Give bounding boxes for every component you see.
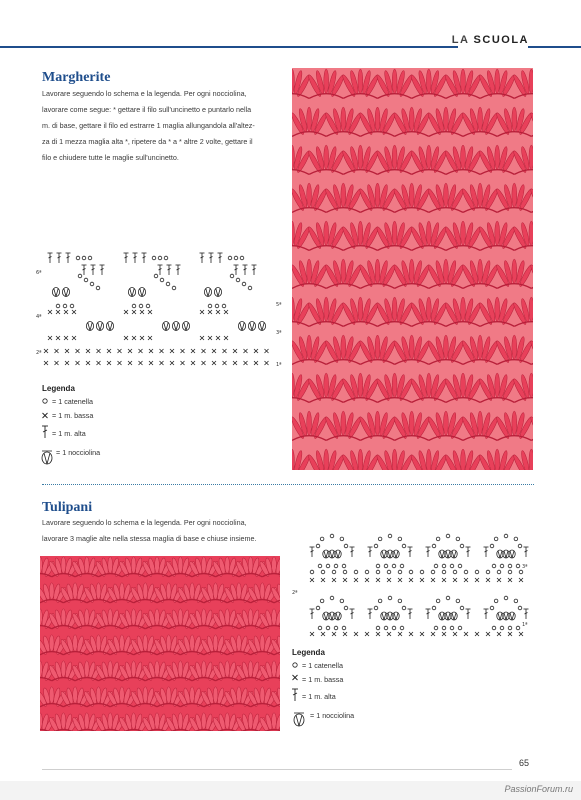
puff-stitch-icon (294, 713, 304, 726)
single-crochet-icon (293, 675, 298, 680)
row-number: 3ª (522, 564, 528, 570)
row-number: 6ª (36, 270, 42, 276)
row-number: 2ª (36, 350, 42, 356)
margherite-swatch-photo (292, 68, 533, 470)
single-crochet-icon (43, 413, 48, 418)
margherite-line: m. di base, gettare il filo ed estrarre 1 maglia allungandola all'altez- (42, 121, 255, 130)
legend-double: = 1 m. alta (52, 429, 86, 438)
section-prefix: LA (451, 34, 469, 46)
chain-icon (43, 399, 47, 403)
section-label (452, 34, 529, 46)
row-number: 4ª (36, 314, 42, 320)
legend-puff: = 1 nocciolina (56, 448, 101, 457)
row-number: 3ª (276, 330, 282, 336)
row-number: 2ª (292, 590, 298, 596)
row-number: 5ª (276, 302, 282, 308)
tulipani-line: Lavorare seguendo lo schema e la legenda. Per ogni nocciolina, (42, 518, 247, 527)
chain-icon (293, 663, 297, 667)
margherite-line: za di 1 mezza maglia alta *, ripetere da * a * altre 2 volte, gettare il (42, 137, 253, 146)
tulipani-swatch-photo (40, 556, 280, 731)
tulipani-instructions (42, 515, 292, 547)
section-name: SCUOLA (473, 34, 529, 46)
legend-single: = 1 m. bassa (302, 675, 344, 684)
footer-bar (0, 781, 581, 800)
double-crochet-icon (42, 426, 48, 438)
section-divider (42, 484, 534, 485)
legend-puff: = 1 nocciolina (310, 711, 355, 720)
footer-rule (42, 769, 512, 770)
legend-single: = 1 m. bassa (52, 411, 94, 420)
header-rule-right (528, 46, 581, 48)
legend-chain: = 1 catenella (302, 661, 343, 670)
margherite-line: Lavorare seguendo lo schema e la legenda. Per ogni nocciolina, (42, 89, 247, 98)
legend-double: = 1 m. alta (302, 692, 336, 701)
tulipani-legend-title: Legenda (292, 648, 325, 657)
row-number: 1ª (522, 622, 528, 628)
page-number: 65 (518, 758, 529, 768)
legend-chain: = 1 catenella (52, 397, 93, 406)
watermark: PassionForum.ru (504, 784, 573, 794)
tulipani-title: Tulipani (42, 500, 93, 515)
header-rule (0, 46, 458, 48)
margherite-chart (36, 252, 286, 376)
row-number: 1ª (276, 362, 282, 368)
margherite-line: filo e chiudere tutte le maglie sull'uncinetto. (42, 153, 179, 162)
margherite-instructions (42, 86, 292, 166)
margherite-line: lavorare come segue: * gettare il filo sull'uncinetto e puntarlo nella (42, 105, 252, 114)
puff-stitch-icon (42, 451, 52, 464)
double-crochet-icon (292, 689, 298, 701)
tulipani-chart (290, 528, 540, 642)
margherite-title: Margherite (42, 70, 111, 85)
tulipani-line: lavorare 3 maglie alte nella stessa maglia di base e chiuse insieme. (42, 534, 257, 543)
margherite-legend-title: Legenda (42, 384, 75, 393)
